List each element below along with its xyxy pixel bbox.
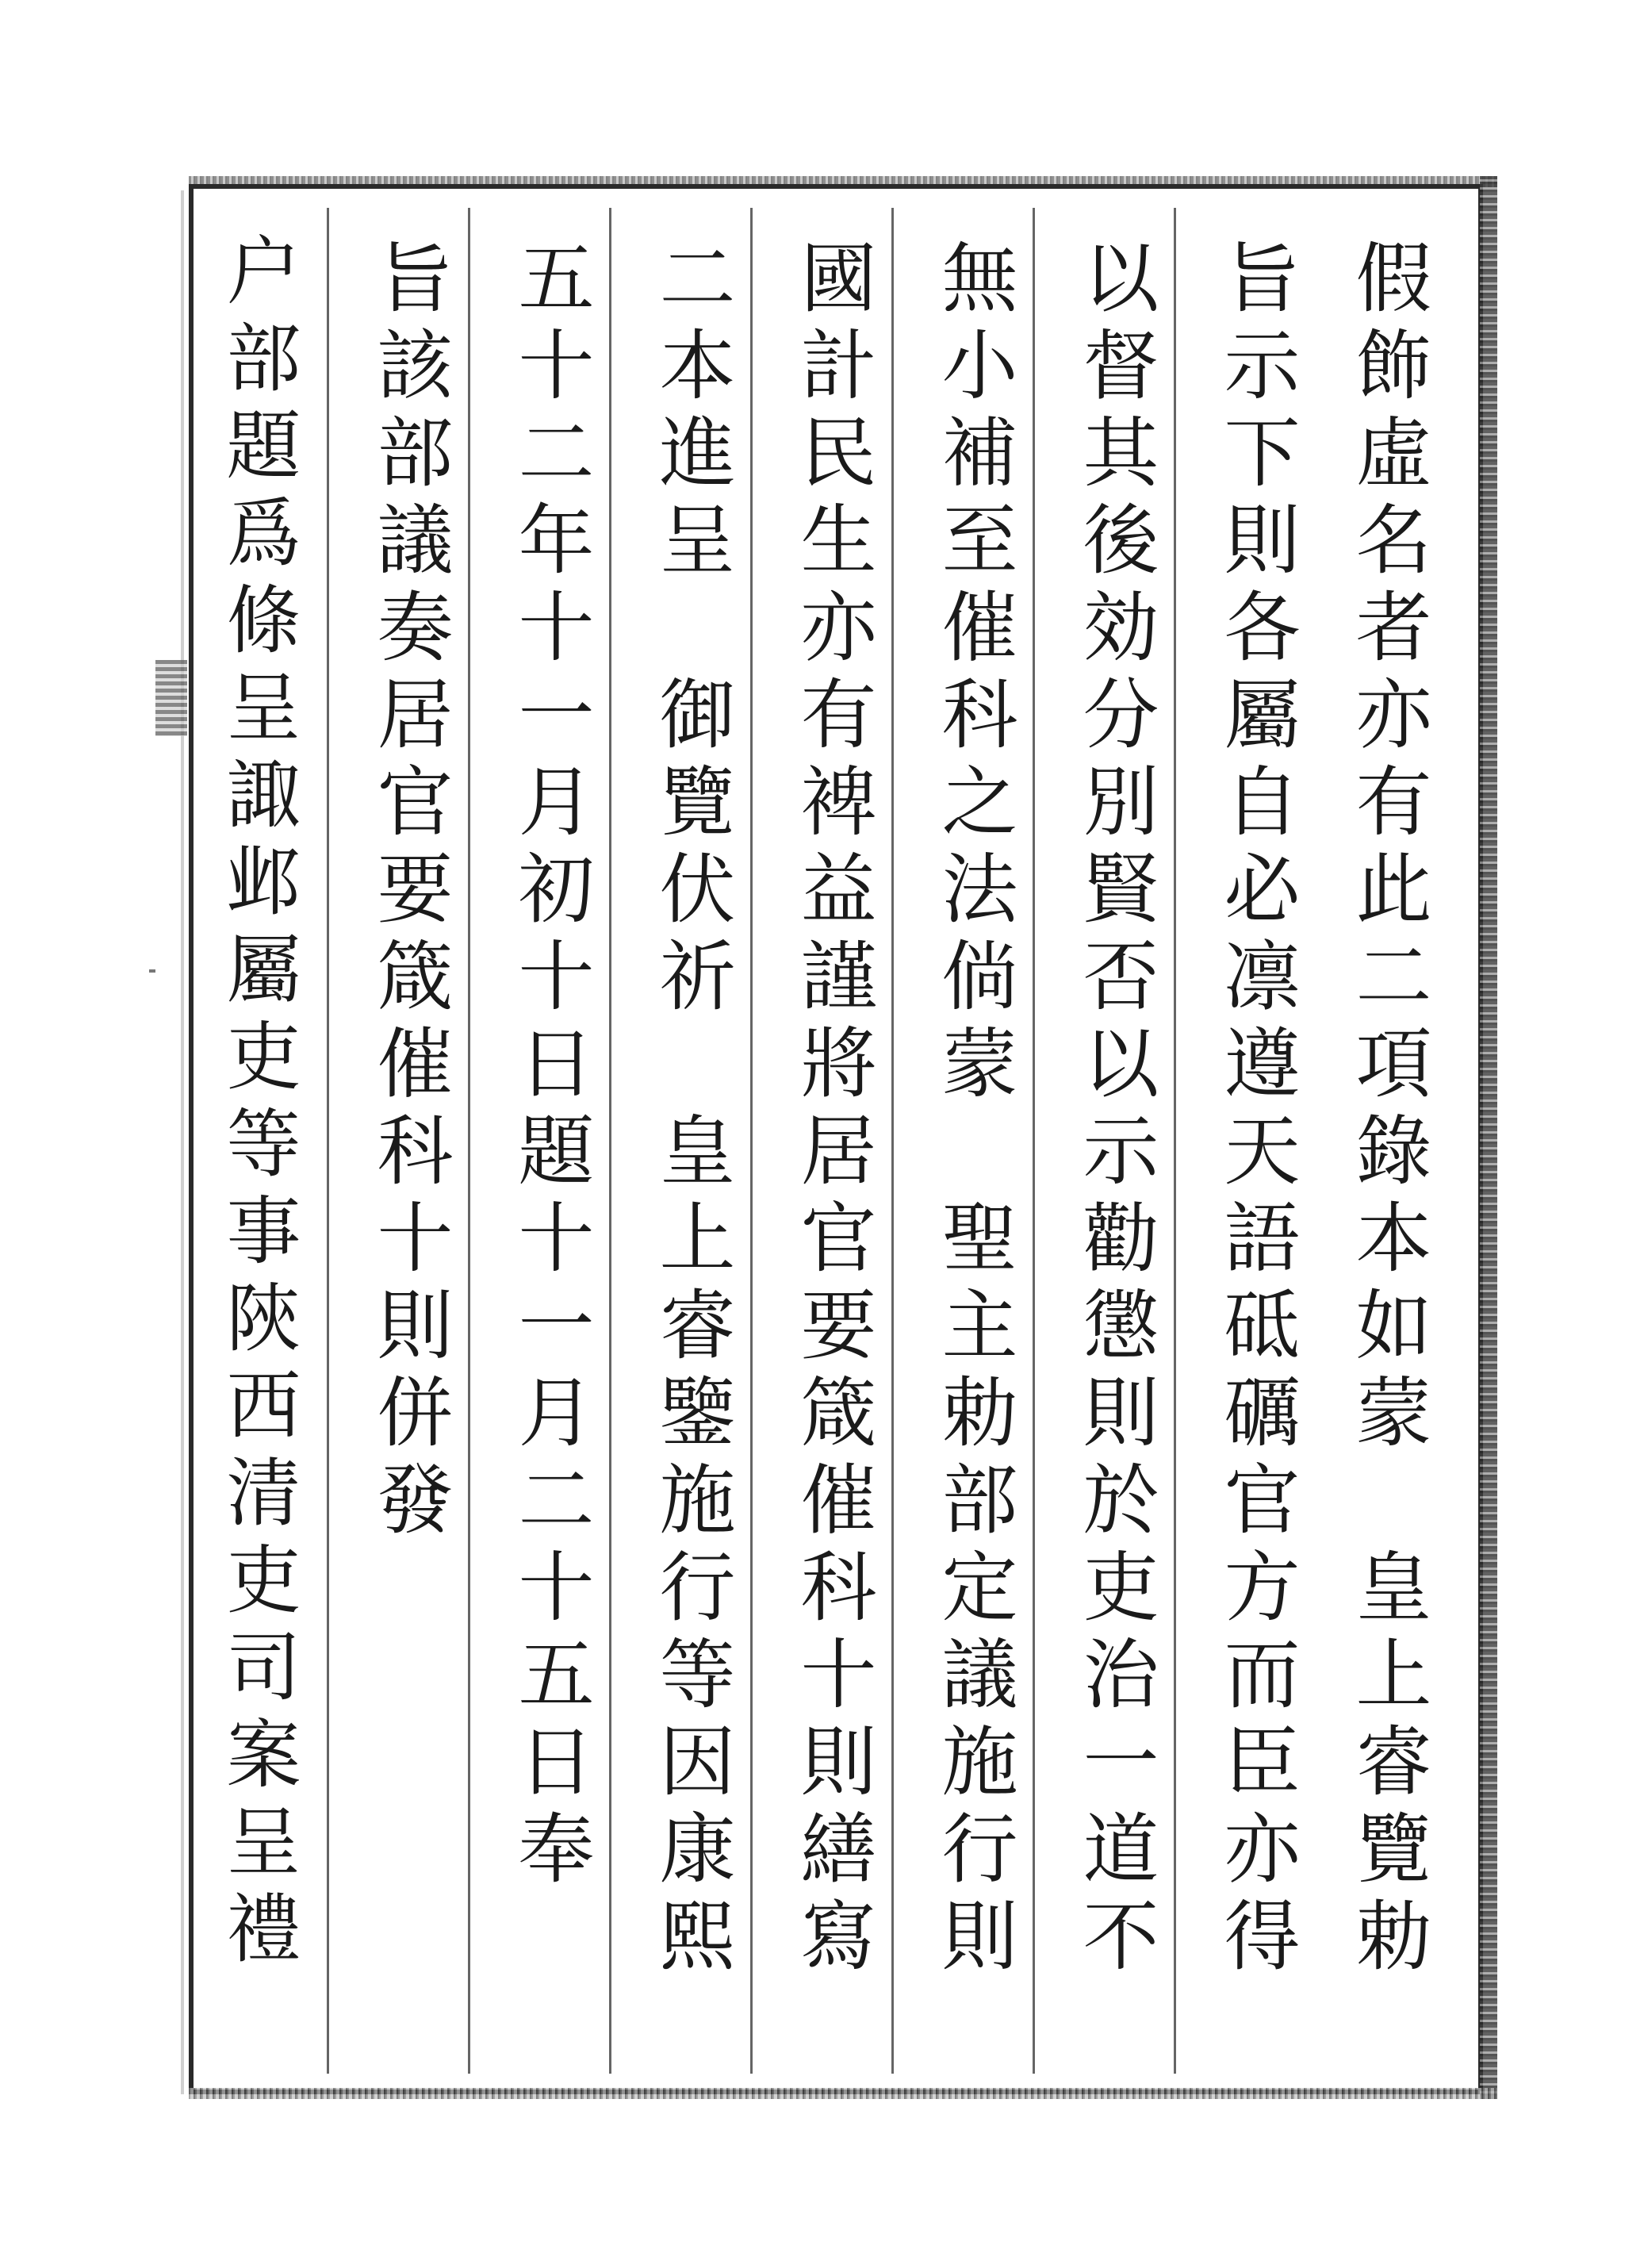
text-column-6: 二本進呈 御覽伏祈 皇上睿鑒施行等因康熙 — [647, 238, 736, 1983]
column-divider — [1174, 208, 1176, 2074]
column-divider — [609, 208, 611, 2074]
text-column-7: 五十二年十一月初十日題十一月二十五日奉 — [506, 238, 595, 1896]
binding-mark — [155, 660, 187, 736]
text-column-3: 以督其後効分別賢否以示勸懲則於吏治一道不 — [1071, 238, 1159, 1983]
bottom-border-shade — [189, 2088, 1497, 2099]
text-column-1: 假飾虛名者亦有此二項錄本如蒙 皇上睿覽勅 — [1343, 238, 1432, 1983]
text-column-8: 旨該部議奏居官要箴催科十則併發 — [365, 238, 454, 1547]
right-border-edge — [1480, 176, 1497, 2099]
text-column-4: 無小補至催科之法倘蒙 聖主勅部定議施行則 — [929, 238, 1018, 1983]
column-divider — [750, 208, 753, 2074]
margin-text-column: 户部題爲條呈諏邺屬吏等事陝西清吏司案呈禮 — [213, 232, 300, 1977]
ink-speck — [149, 969, 155, 973]
column-divider — [1033, 208, 1035, 2074]
column-divider — [891, 208, 894, 2074]
column-divider — [468, 208, 470, 2074]
left-border-edge — [181, 190, 184, 2094]
column-divider — [327, 208, 329, 2074]
text-column-5: 國計民生亦有裨益謹將居官要箴催科十則繕寫 — [788, 238, 877, 1983]
text-column-2: 旨示下則各屬自必凛遵天語砥礪官方而臣亦得 — [1212, 238, 1301, 1983]
